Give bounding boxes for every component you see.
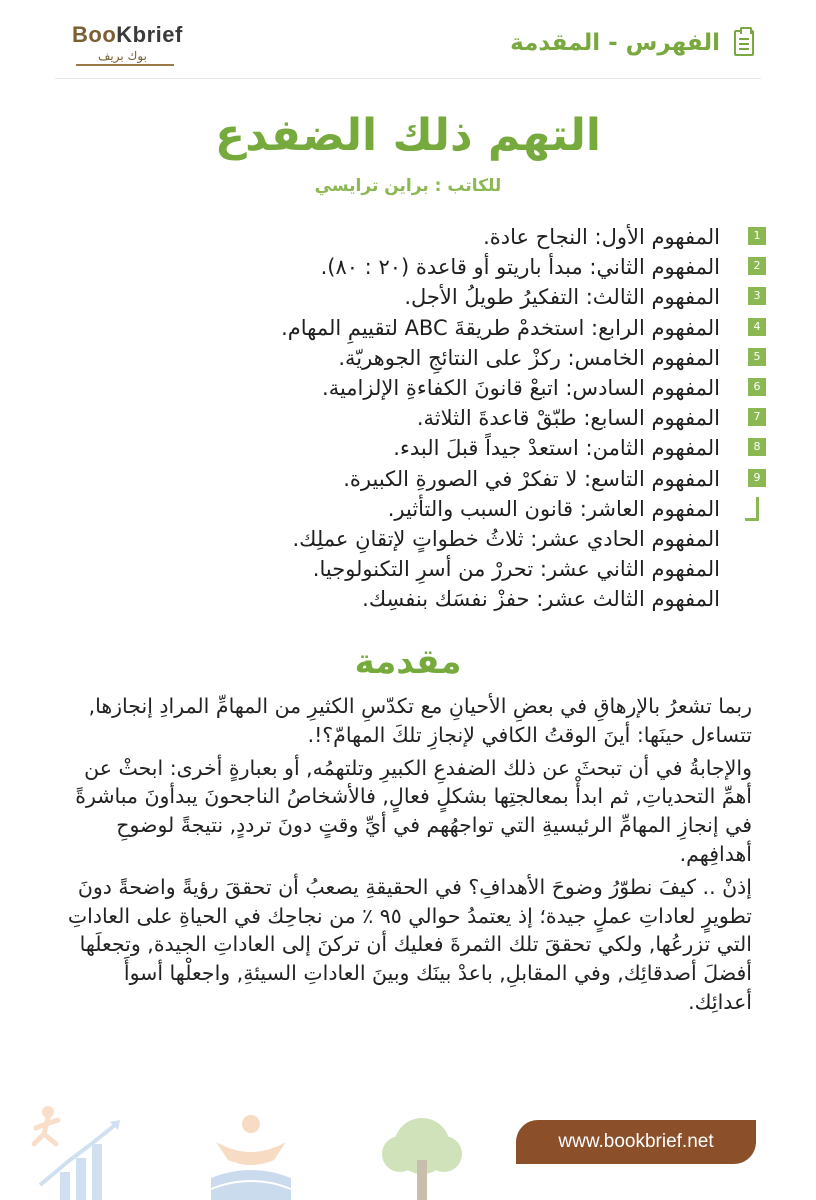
toc-number: 5	[748, 348, 766, 366]
toc-item-label: المفهوم الحادي عشر: ثلاثُ خطواتٍ لإتقانِ عملِك.	[292, 526, 720, 551]
toc-item[interactable]	[46, 373, 766, 403]
logo-text-b: Kbrief	[116, 22, 183, 47]
toc-number: 3	[748, 287, 766, 305]
person-books-icon	[196, 1112, 306, 1200]
toc-number-bar	[756, 497, 759, 521]
toc-item[interactable]	[46, 222, 766, 252]
toc-number: 8	[748, 438, 766, 456]
toc-item-label: المفهوم الخامس: ركزْ على النتائجِ الجوهريّة.	[338, 345, 720, 370]
toc-item-label: المفهوم العاشر: قانون السبب والتأثير.	[387, 496, 720, 521]
toc-number: 6	[748, 378, 766, 396]
intro-paragraph: ربما تشعرُ بالإرهاقِ في بعضِ الأحيانِ مع تكدّسِ الكثيرِ من المهامِّ المرادِ إنجازها, تتساءل حينَها: أينَ الوقتُ الكافي لإنجازِ تلكَ المهامّ؟!.	[88, 694, 752, 747]
toc-item[interactable]	[46, 494, 766, 524]
toc-item-label: المفهوم الثامن: استعدْ جيداً قبلَ البدء.	[393, 436, 720, 461]
toc-number: 9	[748, 469, 766, 487]
logo-text-a: Boo	[72, 22, 117, 47]
toc-item[interactable]	[46, 584, 766, 614]
bookbrief-logo[interactable]	[72, 22, 182, 72]
toc-item[interactable]	[46, 554, 766, 584]
intro-heading: مقدمة	[354, 642, 462, 682]
header-divider	[55, 78, 761, 79]
toc-item-label: المفهوم الثاني: مبدأ باريتو أو قاعدة (٢٠ : ٨٠).	[320, 255, 720, 280]
table-of-contents	[46, 222, 766, 614]
toc-item[interactable]	[46, 252, 766, 282]
toc-item-label: المفهوم الرابع: استخدمْ طريقةَ ABC لتقييمِ المهام.	[281, 315, 720, 340]
intro-body	[64, 692, 752, 1021]
clipboard-list-icon	[734, 30, 754, 56]
toc-number: 7	[748, 408, 766, 426]
toc-item-label: المفهوم السابع: طبّقْ قاعدةَ الثلاثة.	[416, 406, 720, 431]
book-title: التهم ذلك الضفدع	[215, 110, 601, 161]
toc-item-label: المفهوم الثالث: التفكيرُ طويلُ الأجل.	[404, 285, 720, 310]
website-link[interactable]: www.bookbrief.net	[516, 1120, 756, 1164]
toc-item-label: المفهوم السادس: اتبعْ قانونَ الكفاءةِ الإلزامية.	[322, 375, 720, 400]
toc-item[interactable]	[46, 403, 766, 433]
toc-number: 2	[748, 257, 766, 275]
intro-paragraph: إذنْ .. كيفَ نطوّرُ وضوحَ الأهدافِ؟ في الحقيقةِ يصعبُ أن تحققَ رؤيةً واضحةً دونَ تطويرٍ لعاداتِ عملٍ جيدة؛ إذ يعتمدُ حوالي ٩٥ ٪ من نجاحِك في الحياةِ على العاداتِ التي تزرعُها, ولكي تحققَ تلك الثمرةَ فعليك أن تركنَ إلى العاداتِ الجيدة, وتجعلَها أفضلَ أصدقائِك, وفي المقابلِ, باعدْ بينَك وبينَ العاداتِ السيئةِ, واجعلْها أسوأَ أعدائِك.	[67, 874, 752, 1014]
page-header	[0, 0, 816, 100]
toc-item[interactable]	[46, 464, 766, 494]
toc-item[interactable]	[46, 313, 766, 343]
toc-number: 4	[748, 318, 766, 336]
toc-item-label: المفهوم الثالث عشر: حفزْ نفسَك بنفسِك.	[362, 587, 720, 612]
runner-chart-icon	[30, 1100, 130, 1200]
toc-item-label: المفهوم التاسع: لا تفكرْ في الصورةِ الكبيرة.	[343, 466, 720, 491]
toc-number: 1	[748, 227, 766, 245]
book-author: للكاتب : براين ترايسي	[314, 176, 502, 196]
intro-paragraph: والإجابةُ في أن تبحثَ عن ذلك الضفدعِ الكبيرِ وتلتهمُه, أو بعبارةٍ أخرى: ابحثْ عن أهمِّ التحدياتِ, ثم ابدأْ بمعالجتِها بشكلٍ فعالٍ, فالأشخاصُ الناجحونَ يبدأونَ مباشرةً في إنجازِ المهامِّ الرئيسيةِ التي تواجهُهم في أيِّ وقتٍ دونَ ترددٍ, نتيجةً لوضوحِ أهدافِهم.	[75, 755, 752, 866]
toc-item[interactable]	[46, 524, 766, 554]
logo-arabic: بوك بريف	[98, 49, 147, 63]
toc-item[interactable]	[46, 433, 766, 463]
logo-underline	[76, 64, 174, 66]
breadcrumb: الفهرس - المقدمة	[510, 30, 720, 56]
toc-item-label: المفهوم الثاني عشر: تحررْ من أسرِ التكنولوجيا.	[312, 557, 720, 582]
toc-item-label: المفهوم الأول: النجاح عادة.	[483, 225, 720, 249]
toc-item[interactable]	[46, 282, 766, 312]
toc-item[interactable]	[46, 343, 766, 373]
tree-icon	[372, 1116, 472, 1200]
